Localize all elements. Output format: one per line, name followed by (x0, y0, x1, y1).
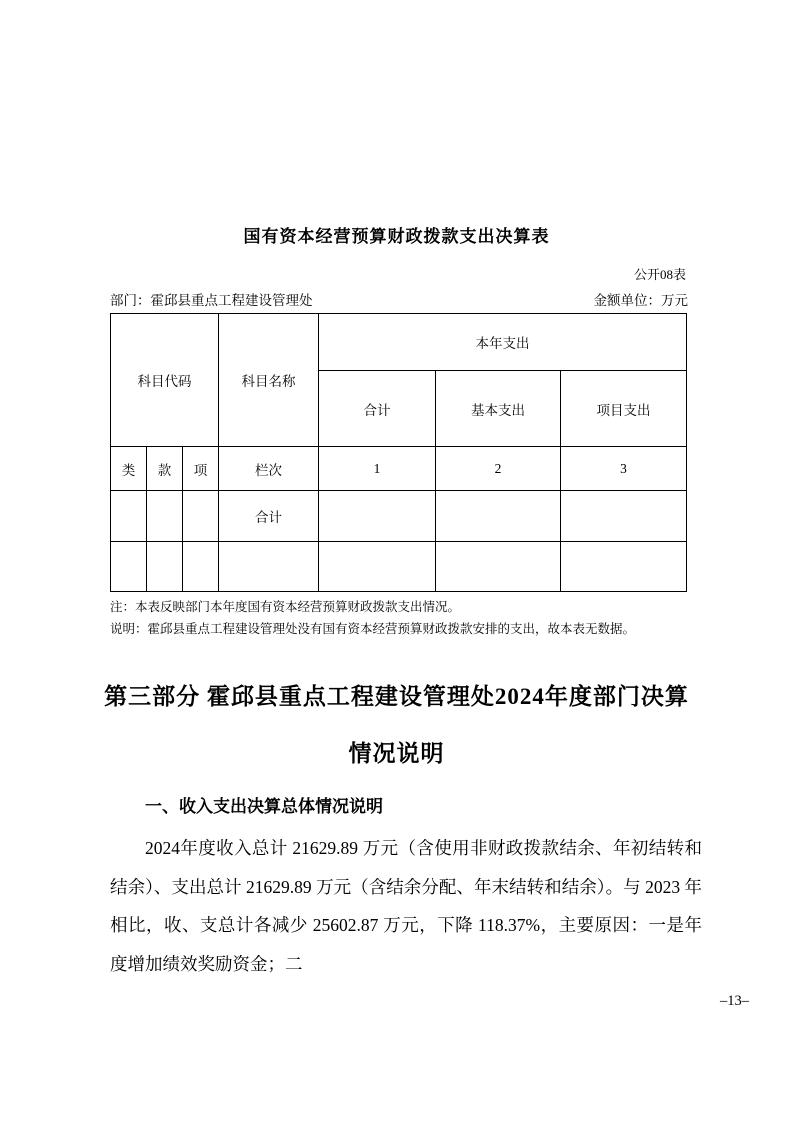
table-cell-name-total: 合计 (219, 491, 319, 542)
part-heading (0, 668, 793, 782)
document-title: 国有资本经营预算财政拨款支出决算表 (243, 227, 550, 246)
index-col-3: 3 (561, 447, 687, 491)
table-cell (147, 542, 183, 592)
header-subject-code: 科目代码 (111, 314, 219, 447)
section-subheading: 一、收入支出决算总体情况说明 (145, 797, 383, 816)
body-paragraph: 2024年度收入总计 21629.89 万元（含使用非财政拨款结余、年初结转和结余）、支出总计 21629.89 万元（含结余分配、年末结转和结余）。与 2023 年相比，收、支总计各减少 25602.87 万元，下降 118.37%，主要原因：一是年度增加绩效奖励资金；二 (110, 838, 702, 974)
table-cell (111, 491, 147, 542)
table-notes (110, 596, 720, 640)
index-subitem: 项 (183, 447, 219, 491)
page-number: –13– (720, 993, 749, 1009)
part-heading-line-2: 情况说明 (348, 741, 445, 766)
table-meta-row (110, 289, 688, 309)
table-explanation: 说明：霍邱县重点工程建设管理处没有国有资本经营预算财政拨款安排的支出，故本表无数据。 (110, 622, 636, 636)
index-category: 类 (111, 447, 147, 491)
table-cell (219, 542, 319, 592)
header-total: 合计 (319, 371, 436, 447)
table-cell (183, 542, 219, 592)
header-current-year-expenditure: 本年支出 (319, 314, 687, 371)
table-index-row (111, 447, 687, 491)
table-cell (561, 542, 687, 592)
part-heading-line-1: 第三部分 霍邱县重点工程建设管理处2024年度部门决算 (104, 684, 689, 709)
table-row-total (111, 491, 687, 542)
table-cell (319, 491, 436, 542)
table-cell (436, 542, 561, 592)
index-item: 款 (147, 447, 183, 491)
department-name: 霍邱县重点工程建设管理处 (150, 293, 313, 308)
department-field (110, 289, 313, 309)
header-project-expenditure: 项目支出 (561, 371, 687, 447)
table-code-label: 公开08表 (633, 267, 686, 282)
table-note: 注：本表反映部门本年度国有资本经营预算财政拨款支出情况。 (110, 600, 461, 614)
index-col-1: 1 (319, 447, 436, 491)
table-cell (147, 491, 183, 542)
table-cell (183, 491, 219, 542)
index-col-2: 2 (436, 447, 561, 491)
table-cell (561, 491, 687, 542)
expenditure-table (110, 313, 687, 592)
table-cell (319, 542, 436, 592)
department-label: 部门： (110, 293, 151, 308)
table-row-empty (111, 542, 687, 592)
index-column-label: 栏次 (219, 447, 319, 491)
table-header-row-1 (111, 314, 687, 371)
header-basic-expenditure: 基本支出 (436, 371, 561, 447)
table-cell (436, 491, 561, 542)
header-subject-name: 科目名称 (219, 314, 319, 447)
amount-unit-label: 金额单位：万元 (593, 293, 688, 308)
table-cell (111, 542, 147, 592)
